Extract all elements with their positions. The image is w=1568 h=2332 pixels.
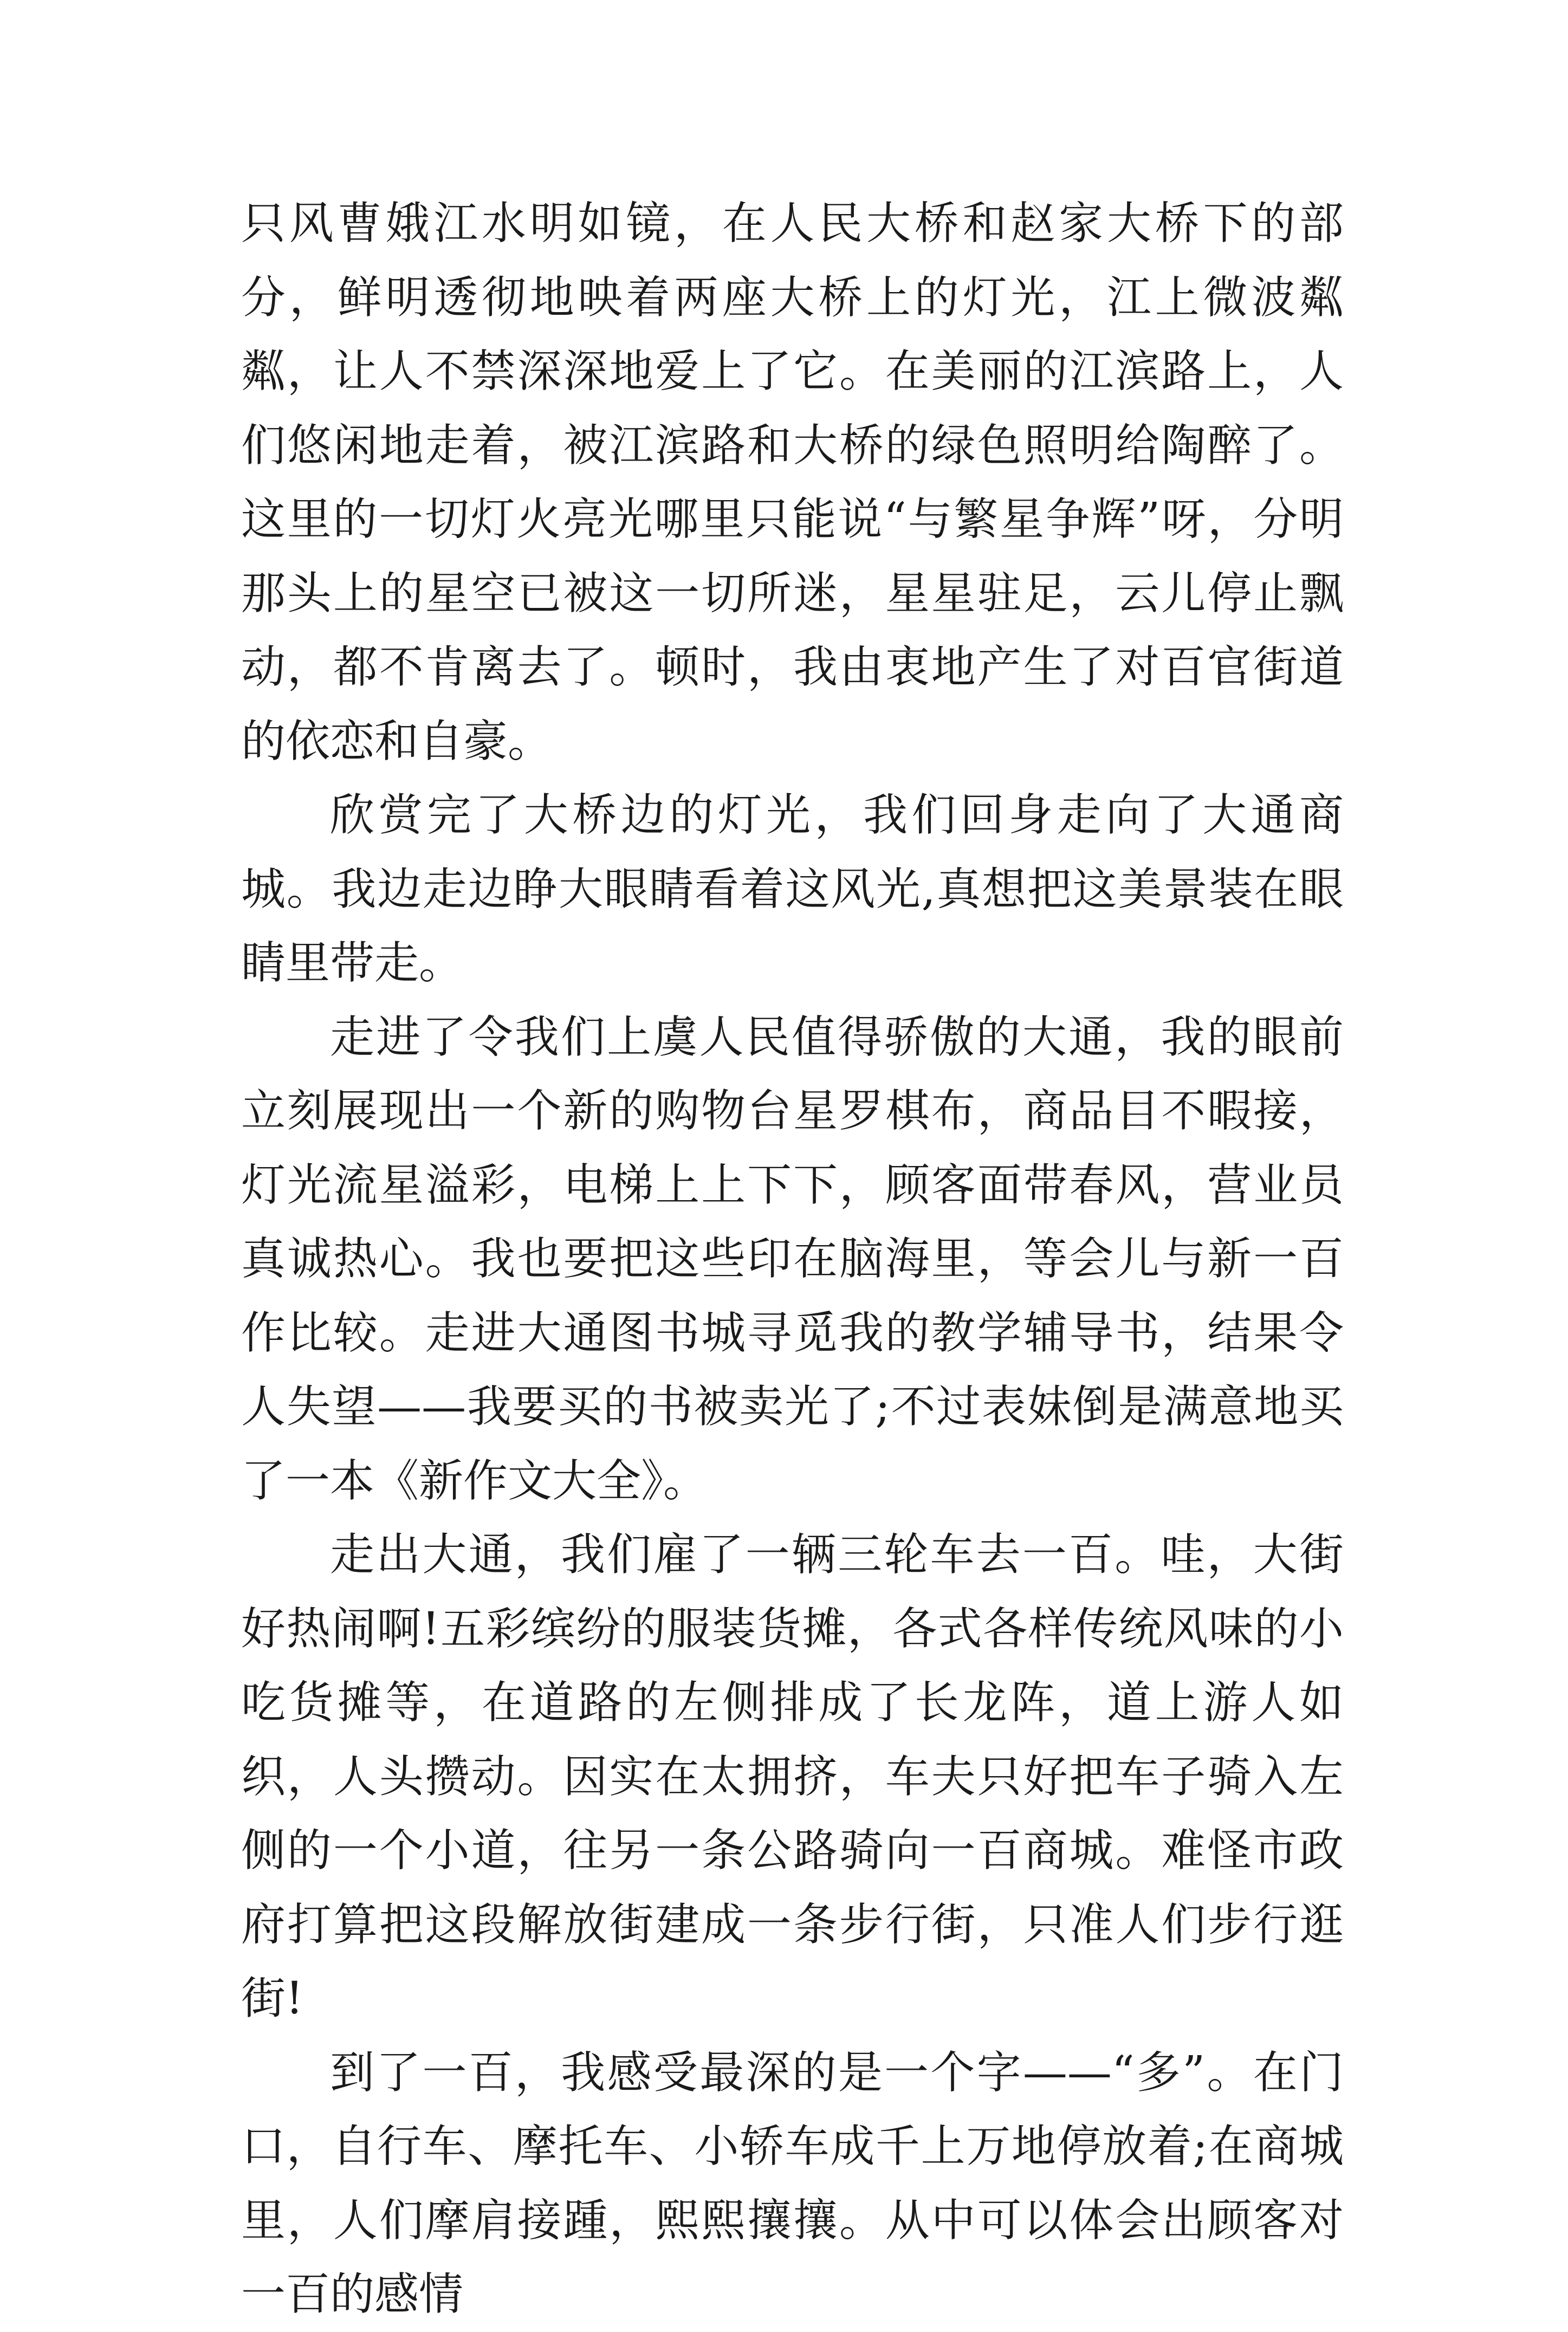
paragraph-5: 到了一百，我感受最深的是一个字——“多”。在门口，自行车、摩托车、小轿车成千上万地停放着;在商城里，人们摩肩接踵，熙熙攘攘。从中可以体会出顾客对一百的感情 (241, 2046, 1344, 2320)
body-text (241, 187, 1344, 2332)
paragraph-4: 走出大通，我们雇了一辆三轮车去一百。哇，大街好热闹啊!五彩缤纷的服装货摊，各式各样传统风味的小吃货摊等，在道路的左侧排成了长龙阵，道上游人如织，人头攒动。因实在太拥挤，车夫只好把车子骑入左侧的一个小道，往另一条公路骑向一百商城。难怪市政府打算把这段解放街建成一条步行街，只准人们步行逛街! (241, 1529, 1344, 2024)
paragraph-3: 走进了令我们上虞人民值得骄傲的大通，我的眼前立刻展现出一个新的购物台星罗棋布，商品目不暇接，灯光流星溢彩，电梯上上下下，顾客面带春风，营业员真诚热心。我也要把这些印在脑海里，等会儿与新一百作比较。走进大通图书城寻觅我的教学辅导书，结果令人失望——我要买的书被卖光了;不过表妹倒是满意地买了一本《新作文大全》。 (241, 1011, 1344, 1507)
paragraph-1: 只风曹娥江水明如镜，在人民大桥和赵家大桥下的部分，鲜明透彻地映着两座大桥上的灯光，江上微波粼粼，让人不禁深深地爱上了它。在美丽的江滨路上，人们悠闲地走着，被江滨路和大桥的绿色照明给陶醉了。这里的一切灯火亮光哪里只能说“与繁星争辉”呀，分明那头上的星空已被这一切所迷，星星驻足，云儿停止飘动，都不肯离去了。顿时，我由衷地产生了对百官街道的依恋和自豪。 (241, 198, 1344, 767)
paragraph-2: 欣赏完了大桥边的灯光，我们回身走向了大通商城。我边走边睁大眼睛看着这风光,真想把这美景装在眼睛里带走。 (241, 789, 1344, 989)
